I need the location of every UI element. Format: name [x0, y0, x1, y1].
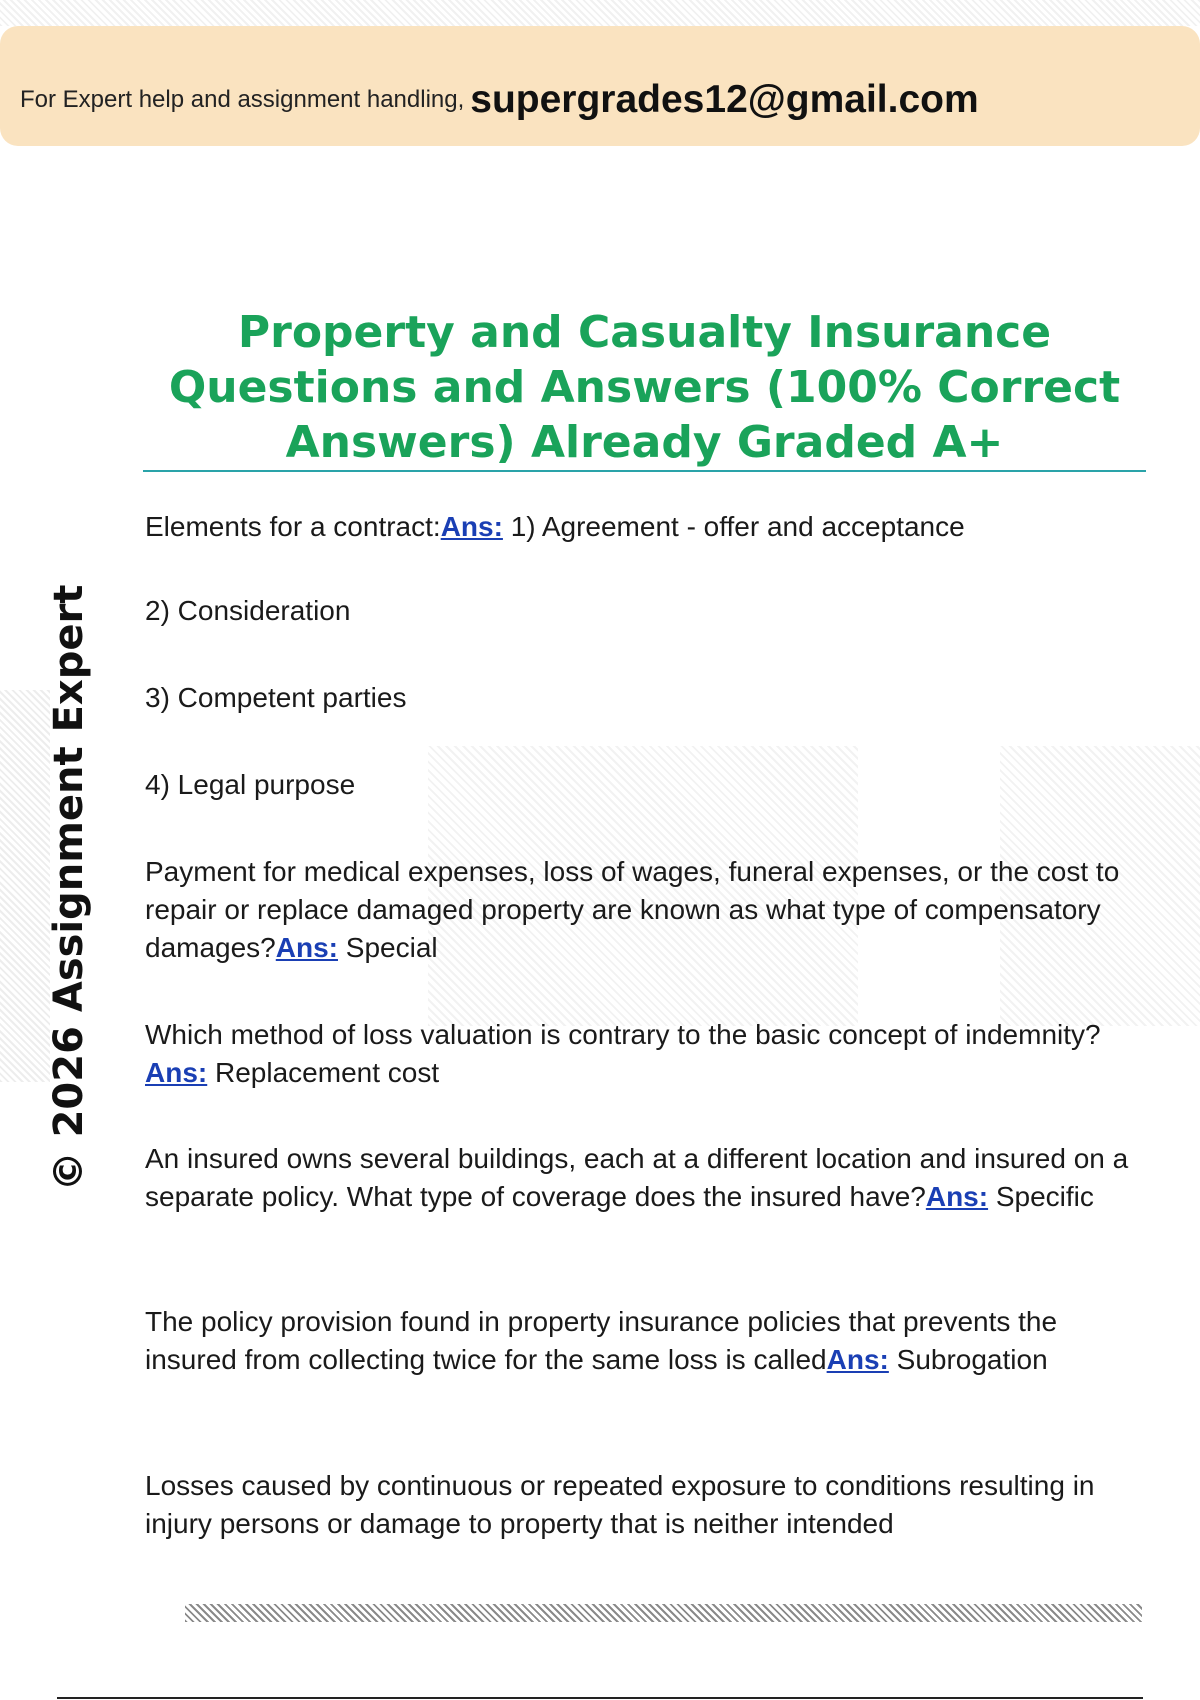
watermark-texture — [0, 690, 50, 1082]
answer-text: Replacement cost — [207, 1057, 440, 1088]
question-text: The policy provision found in property insurance policies that prevents the insured from collecting twice for the same loss is called — [145, 1306, 1058, 1375]
list-item: 2) Consideration — [145, 595, 351, 626]
promo-text: For Expert help and assignment handling, — [20, 86, 465, 113]
footer-divider — [57, 1697, 1143, 1699]
question-text: Payment for medical expenses, loss of wages, funeral expenses, or the cost to repair or replace damaged property are known as what type of compensatory damages? — [145, 856, 1120, 963]
answer-text: Subrogation — [888, 1344, 1048, 1375]
promo-banner — [0, 26, 1200, 146]
promo-email-link[interactable]: supergrades12@gmail.com — [470, 78, 979, 121]
list-item: 3) Competent parties — [145, 682, 407, 713]
ans-link[interactable]: Ans: — [925, 1181, 989, 1212]
copyright-watermark: © 2026 Assignment Expert — [46, 584, 92, 1192]
qa-item — [145, 1140, 1135, 1216]
qa-item: Losses caused by continuous or repeated exposure to conditions resulting in injury persons or damage to property that is neither intended — [145, 1470, 1095, 1539]
question-text: Which method of loss valuation is contrary to the basic concept of indemnity? — [145, 1019, 1101, 1050]
list-item: 4) Legal purpose — [145, 769, 356, 800]
title-divider — [143, 470, 1146, 472]
document-title: Property and Casualty Insurance Questions and Answers (100% Correct Answers) Already Graded A+ — [168, 307, 1121, 468]
qa-item — [145, 1303, 1135, 1379]
ans-link[interactable]: Ans: — [275, 932, 338, 963]
answer-text: Specific — [988, 1181, 1094, 1212]
ans-link[interactable]: Ans: — [145, 1057, 208, 1088]
question-text: An insured owns several buildings, each at a different location and insured on a separate policy. What type of coverage does the insured have? — [145, 1143, 1129, 1212]
top-texture — [0, 0, 1200, 26]
qa-item — [145, 1016, 1135, 1092]
qa-item — [145, 853, 1135, 967]
answer-text: 1) Agreement - offer and acceptance — [502, 511, 965, 542]
ans-link[interactable]: Ans: — [440, 511, 503, 542]
question-text: Elements for a contract: — [145, 511, 441, 542]
footer-texture — [185, 1604, 1142, 1622]
ans-link[interactable]: Ans: — [826, 1344, 889, 1375]
qa-item — [145, 508, 1135, 546]
answer-text: Special — [338, 932, 438, 963]
